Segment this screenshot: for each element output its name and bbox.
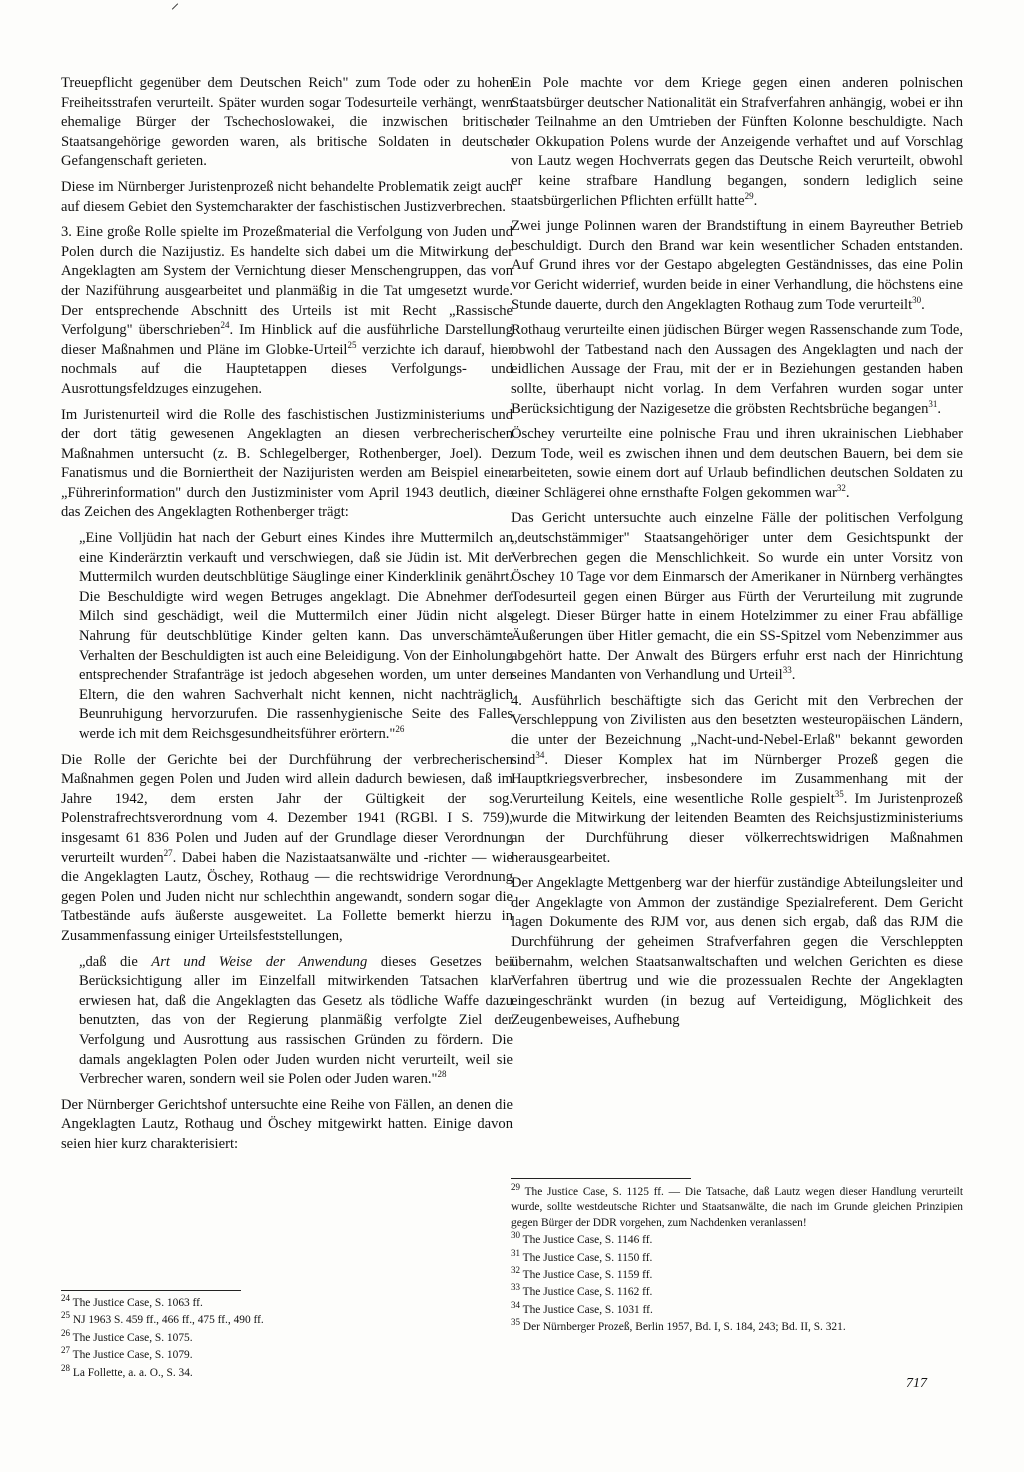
footnote-ref[interactable]: 26 [395, 724, 405, 735]
footnotes-left [61, 1293, 501, 1383]
block-quote: „daß die Art und Weise der Anwendung dieses Gesetzes bei Berücksichtigung aller im Einzelfall mitwirkenden Tatsachen klar erwiesen hat, daß die Angeklagten das Gesetz als tödliche Waffe dazu benutzten, das von der Regierung planmäßig verfolgte Ziel der Verfolgung und Ausrottung aus rassischen Gründen zu fördern. Die damals angeklagten Polen oder Juden wurden nicht verurteilt, weil sie Verbrecher waren, sondern weil sie Polen oder Juden waren."$^{28}$ [79, 953, 513, 1088]
footnote: $^{26}$ The Justice Case, S. 1075. [61, 1328, 193, 1344]
footnote: $^{30}$ The Justice Case, S. 1146 ff. [511, 1230, 653, 1247]
page-number: 717 [906, 1376, 927, 1391]
block-quote: „Eine Volljüdin hat nach der Geburt eines Kindes ihre Muttermilch an eine Kinderärztin verkauft und verschwiegen, daß sie Jüdin ist. Mit der Muttermilch wurden deutschblütige Säuglinge einer Kinderklinik genährt. Die Beschuldigte wird wegen Betruges angeklagt. Die Abnehmer der Milch sind geschädigt, weil die Muttermilch einer Jüdin nicht als Nahrung für deutschblütige Kinder gelten kann. Das unverschämte Verhalten der Beschuldigten ist auch eine Beleidigung. Von der Einholung entsprechender Strafanträge ist jedoch abgesehen worden, um unter den Eltern, die den wahren Sachverhalt nicht kennen, nicht nachträglich Beunruhigung hervorzurufen. Die rassenhygienische Seite des Falles werde ich mit dem Reichsgesundheitsführer erörtern."$^{26}$ [79, 530, 513, 742]
footnote-ref[interactable]: 28 [437, 1069, 447, 1080]
paragraph: Rothaug verurteilte einen jüdischen Bürger wegen Rassenschande zum Tode, obwohl der Tatbestand nach den Aussagen des Angeklagten und nach der eidlichen Aussage der Frau, mit der er in Beziehungen gestanden haben sollte, überhaupt nicht vorlag. In dem Verfahren wurden sogar unter Berücksichtigung der Nazigesetze die gröbsten Rechtsbrüche begangen$^{31}$. [511, 322, 963, 417]
footnote-ref[interactable]: 31 [928, 398, 938, 409]
footnote-ref[interactable]: 33 [782, 665, 792, 676]
footnote-ref[interactable]: 35 [834, 788, 844, 799]
footnote-ref[interactable]: 32 [836, 483, 846, 494]
paragraph: Treuepflicht gegenüber dem Deutschen Reich" zum Tode oder zu hohen Freiheitsstrafen verurteilt. Später wurden sogar Todesurteile verhängt, wenn ehemalige Bürger der Tschechoslowakei, die inzwischen britische Staatsangehörige geworden waren, als britische Soldaten in deutsche Gefangenschaft gerieten. [61, 75, 513, 170]
footnote-ref[interactable]: 24 [220, 320, 230, 331]
paragraph: Der Angeklagte Mettgenberg war der hierfür zuständige Abteilungsleiter und der Angeklagte von Ammon der zuständige Spezialreferent. Dem Gericht lagen Dokumente des RJM vor, aus denen sich ergab, daß das RJM die Durchführung der geheimen Strafverfahren gegen die Verschleppten übernahm, welchen Staatsanwaltschaften und welchen Gerichten es diese Verfahren übertrug und wie die prozessualen Rechte der Angeklagten eingeschränkt wurden (in bezug auf Verteidigung, Möglichkeit des Zeugenbeweises, Aufhebung [511, 875, 963, 1029]
emphasis: Art und Weise der Anwendung [151, 953, 368, 970]
scan-mark [172, 3, 178, 9]
footnotes-right [511, 1182, 963, 1338]
footnote-ref[interactable]: 25 [347, 339, 357, 350]
paragraph: 3. Eine große Rolle spielte im Prozeßmaterial die Verfolgung von Juden und Polen durch die Nazijustiz. Es handelte sich dabei um die Mitwirkung der Angeklagten am System der Vernichtung dieser Menschengruppen, das von der Naziführung ausgearbeitet und planmäßig in die Tat umgesetzt wurde. Der entsprechende Abschnitt des Urteils ist mit Recht „Rassische Verfolgung" überschrieben$^{24}$. Im Hinblick auf die ausführliche Darstellung dieser Maßnahmen und Pläne im Globke-Urteil$^{25}$ verzichte ich darauf, hier nochmals auf die Hauptetappen dieses Verfolgungs- und Ausrottungsfeldzuges einzugehen. [61, 224, 513, 397]
left-column [61, 74, 513, 1160]
footnote: $^{29}$ The Justice Case, S. 1125 ff. — Die Tatsache, daß Lautz wegen dieser Handlung verurteilt wurde, sollte westdeutsche Richter und Staatsanwälte, die nach im Grunde gleichen Prinzipien gegen Bürger der DDR vorgehen, zum Nachdenken veranlassen! [511, 1182, 963, 1229]
footnote-ref[interactable]: 30 [912, 294, 922, 305]
paragraph: Der Nürnberger Gerichtshof untersuchte eine Reihe von Fällen, an denen die Angeklagten Lautz, Rothaug und Öschey mitgewirkt hatten. Einige davon seien hier kurz charakterisiert: [61, 1096, 513, 1152]
footnote-ref[interactable]: 34 [535, 749, 545, 760]
paragraph: Die Rolle der Gerichte bei der Durchführung der verbrecherischen Maßnahmen gegen Polen und Juden wird allein dadurch bewiesen, daß im Jahre 1942, dem ersten Jahr der Gültigkeit der sog. Polenstrafrechtsverordnung vom 4. Dezember 1941 (RGBl. I S. 759), insgesamt 61 836 Polen und Juden auf der Grundlage dieser Verordnung verurteilt wurden$^{27}$. Dabei haben die Nazistaatsanwälte und -richter — wie die Angeklagten Lautz, Öschey, Rothaug — die rechtswidrige Verordnung gegen Polen und Juden nicht nur schlechthin angewandt, sondern sogar die Tatbestände aufs äußerste ausgeweitet. La Follette bemerkt hierzu in Zusammenfassung einiger Urteilsfeststellungen, [61, 751, 513, 944]
footnote: $^{34}$ The Justice Case, S. 1031 ff. [511, 1300, 653, 1316]
footnote-ref[interactable]: 27 [163, 847, 173, 858]
footnote-ref[interactable]: 29 [744, 190, 754, 201]
footnote: $^{24}$ The Justice Case, S. 1063 ff. [61, 1293, 203, 1309]
paragraph: Zwei junge Polinnen waren der Brandstiftung in einem Bayreuther Betrieb beschuldigt. Durch den Brand war kein wesentlicher Schaden entstanden. Auf Grund ihres vor der Gestapo abgelegten Geständnisses, das eine Polin vor Gericht widerrief, wurden beide in einer Verhandlung, die höchstens eine Stunde dauerte, durch den Angeklagten Rothaug zum Tode verurteilt$^{30}$. [511, 218, 963, 313]
paragraph: Das Gericht untersuchte auch einzelne Fälle der politischen Verfolgung „deutschstämmiger" Staatsangehöriger unter dem Gesichtspunkt der Verbrechen gegen die Menschlichkeit. So wurde ein unter Vorsitz von Öschey 10 Tage vor dem Einmarsch der Amerikaner in Nürnberg verhängtes Todesurteil gegen einen Bürger aus Fürth der Verurteilung mit zugrunde gelegt. Dieser Bürger hatte in einem Hotelzimmer zu einer Frau abfällige Äußerungen über Hitler gemacht, die ein SS-Spitzel vom Nebenzimmer aus abgehört hatte. Der Anwalt des Bürgers erfuhr erst nach der Hinrichtung seines Mandanten von Verhandlung und Urteil$^{33}$. [511, 510, 963, 684]
footnote: $^{32}$ The Justice Case, S. 1159 ff. [511, 1265, 653, 1282]
paragraph: Im Juristenurteil wird die Rolle des faschistischen Justizministeriums und der dort tätig gewesenen Angeklagten an diesen verbrecherischen Maßnahmen untersucht (z. B. Schlegelberger, Rothenberger, Joel). Der Fanatismus und die Borniertheit der Nazijuristen werden am Beispiel einer „Führerinformation" durch den Justizminister vom April 1943 deutlich, die das Zeichen des Angeklagten Rothenberger trägt: [61, 406, 513, 521]
paragraph: Öschey verurteilte eine polnische Frau und ihren ukrainischen Liebhaber zum Tode, weil es zwischen ihnen und dem deutschen Bauern, bei dem sie arbeiteten, sowie einem dort auf Urlaub befindlichen deutschen Soldaten zu einer Schlägerei ohne ernsthafte Folgen gekommen war$^{32}$. [511, 426, 963, 501]
paragraph: 4. Ausführlich beschäftigte sich das Gericht mit den Verbrechen der Verschleppung von Zivilisten aus den besetzten westeuropäischen Ländern, die unter der Bezeichnung „Nacht-und-Nebel-Erlaß" bekannt geworden sind$^{34}$. Dieser Komplex hat im Nürnberger Prozeß gegen die Hauptkriegsverbrecher, insbesondere im Zusammenhang mit der Verurteilung Keitels, eine wesentliche Rolle gespielt$^{35}$. Im Juristenprozeß wurde die Mitwirkung der leitenden Beamten des Reichsjustizministeriums an der Durchführung dieser völkerrechtswidrigen Maßnahmen herausgearbeitet. [511, 692, 963, 866]
footnote: $^{31}$ The Justice Case, S. 1150 ff. [511, 1247, 653, 1264]
footnote: $^{28}$ La Follette, a. a. O., S. 34. [61, 1362, 193, 1379]
footnote: $^{25}$ NJ 1963 S. 459 ff., 466 ff., 475 ff., 490 ff. [61, 1310, 264, 1327]
footnote: $^{27}$ The Justice Case, S. 1079. [61, 1345, 193, 1362]
right-column [511, 74, 963, 1037]
paragraph: Diese im Nürnberger Juristenprozeß nicht behandelte Problematik zeigt auch auf diesem Gebiet den Systemcharakter der faschistischen Justizverbrechen. [61, 178, 513, 215]
footnote-divider [511, 1178, 691, 1179]
footnote-divider [61, 1290, 241, 1291]
footnote: $^{35}$ Der Nürnberger Prozeß, Berlin 1957, Bd. I, S. 184, 243; Bd. II, S. 321. [511, 1317, 846, 1334]
footnote: $^{33}$ The Justice Case, S. 1162 ff. [511, 1282, 653, 1299]
paragraph: Ein Pole machte vor dem Kriege gegen einen anderen polnischen Staatsbürger deutscher Nationalität ein Strafverfahren anhängig, wobei er ihn der Teilnahme an den Umtrieben der Fünften Kolonne beschuldigte. Nach der Okkupation Polens wurde der Anzeigende verhaftet und auf Vorschlag von Lautz wegen Hochverrats gegen das Deutsche Reich verurteilt, obwohl er keine strafbare Handlung begangen, sondern lediglich seine staatsbürgerlichen Pflichten erfüllt hatte$^{29}$. [511, 75, 963, 209]
